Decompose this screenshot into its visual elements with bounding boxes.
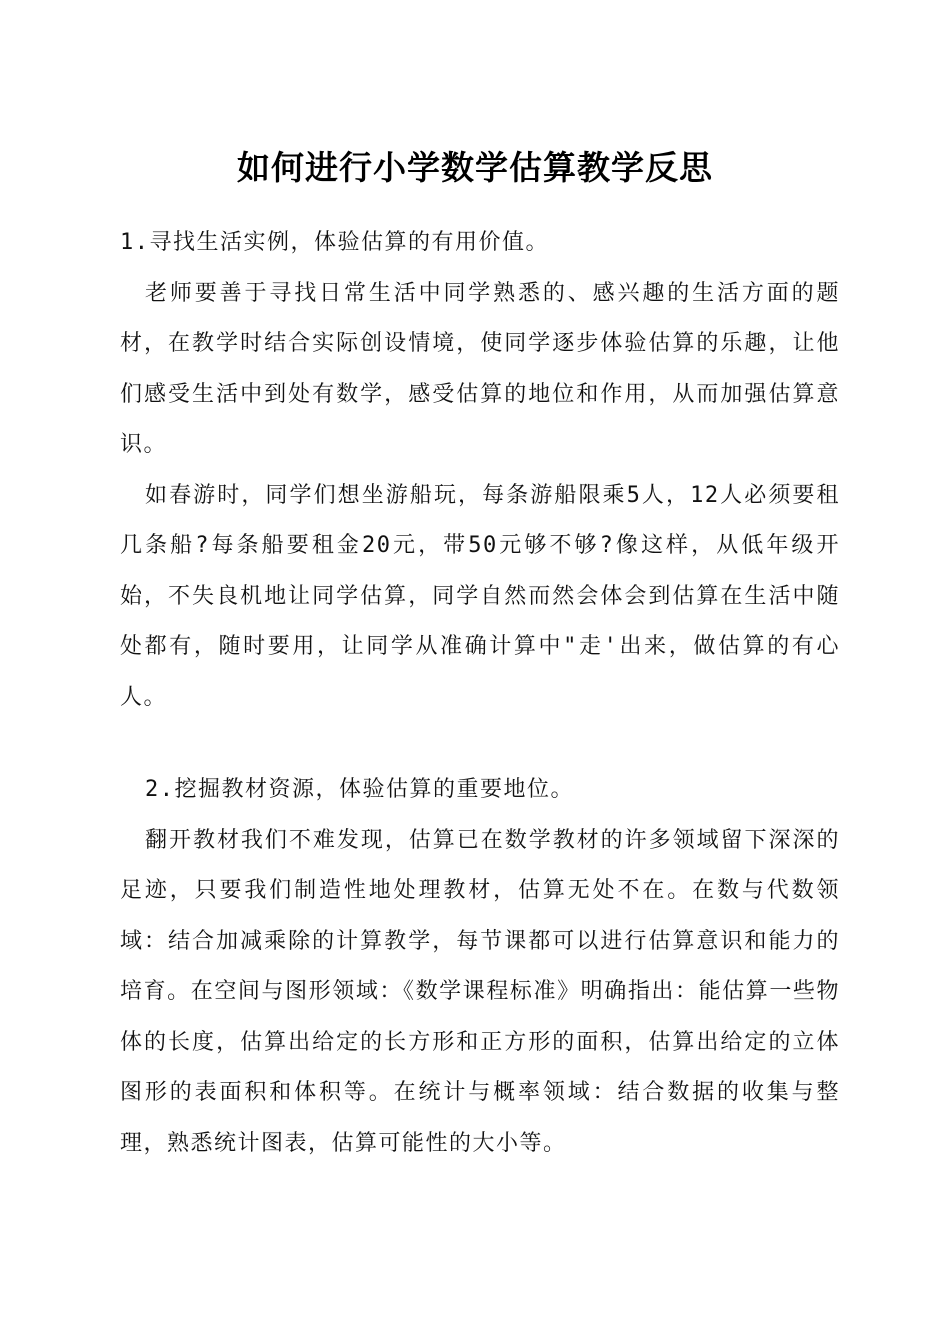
section-2 <box>120 765 840 1169</box>
section-1 <box>120 218 840 723</box>
page-title: 如何进行小学数学估算教学反思 <box>237 148 713 187</box>
section-1-heading: 1.寻找生活实例，体验估算的有用价值。 <box>120 230 549 255</box>
section-2-heading: 2.挖掘教材资源，体验估算的重要地位。 <box>145 777 574 802</box>
section-1-paragraph-1: 老师要善于寻找日常生活中同学熟悉的、感兴趣的生活方面的题材，在教学时结合实际创设情境，使同学逐步体验估算的乐趣，让他们感受生活中到处有数学，感受估算的地位和作用，从而加强估算意识。 <box>120 280 840 457</box>
section-1-paragraph-2: 如春游时，同学们想坐游船玩，每条游船限乘5人，12人必须要租几条船?每条船要租金20元，带50元够不够?像这样，从低年级开始，不失良机地让同学估算，同学自然而然会体会到估算在生活中随处都有，随时要用，让同学从准确计算中"走'出来，做估算的有心人。 <box>120 482 840 710</box>
section-2-paragraph-1: 翻开教材我们不难发现，估算已在数学教材的许多领域留下深深的足迹，只要我们制造性地处理教材，估算无处不在。在数与代数领域：结合加减乘除的计算教学，每节课都可以进行估算意识和能力的培育。在空间与图形领域：《数学课程标准》明确指出：能估算一些物体的长度，估算出给定的长方形和正方形的面积，估算出给定的立体图形的表面积和体积等。在统计与概率领域：结合数据的收集与整理，熟悉统计图表，估算可能性的大小等。 <box>120 827 840 1156</box>
